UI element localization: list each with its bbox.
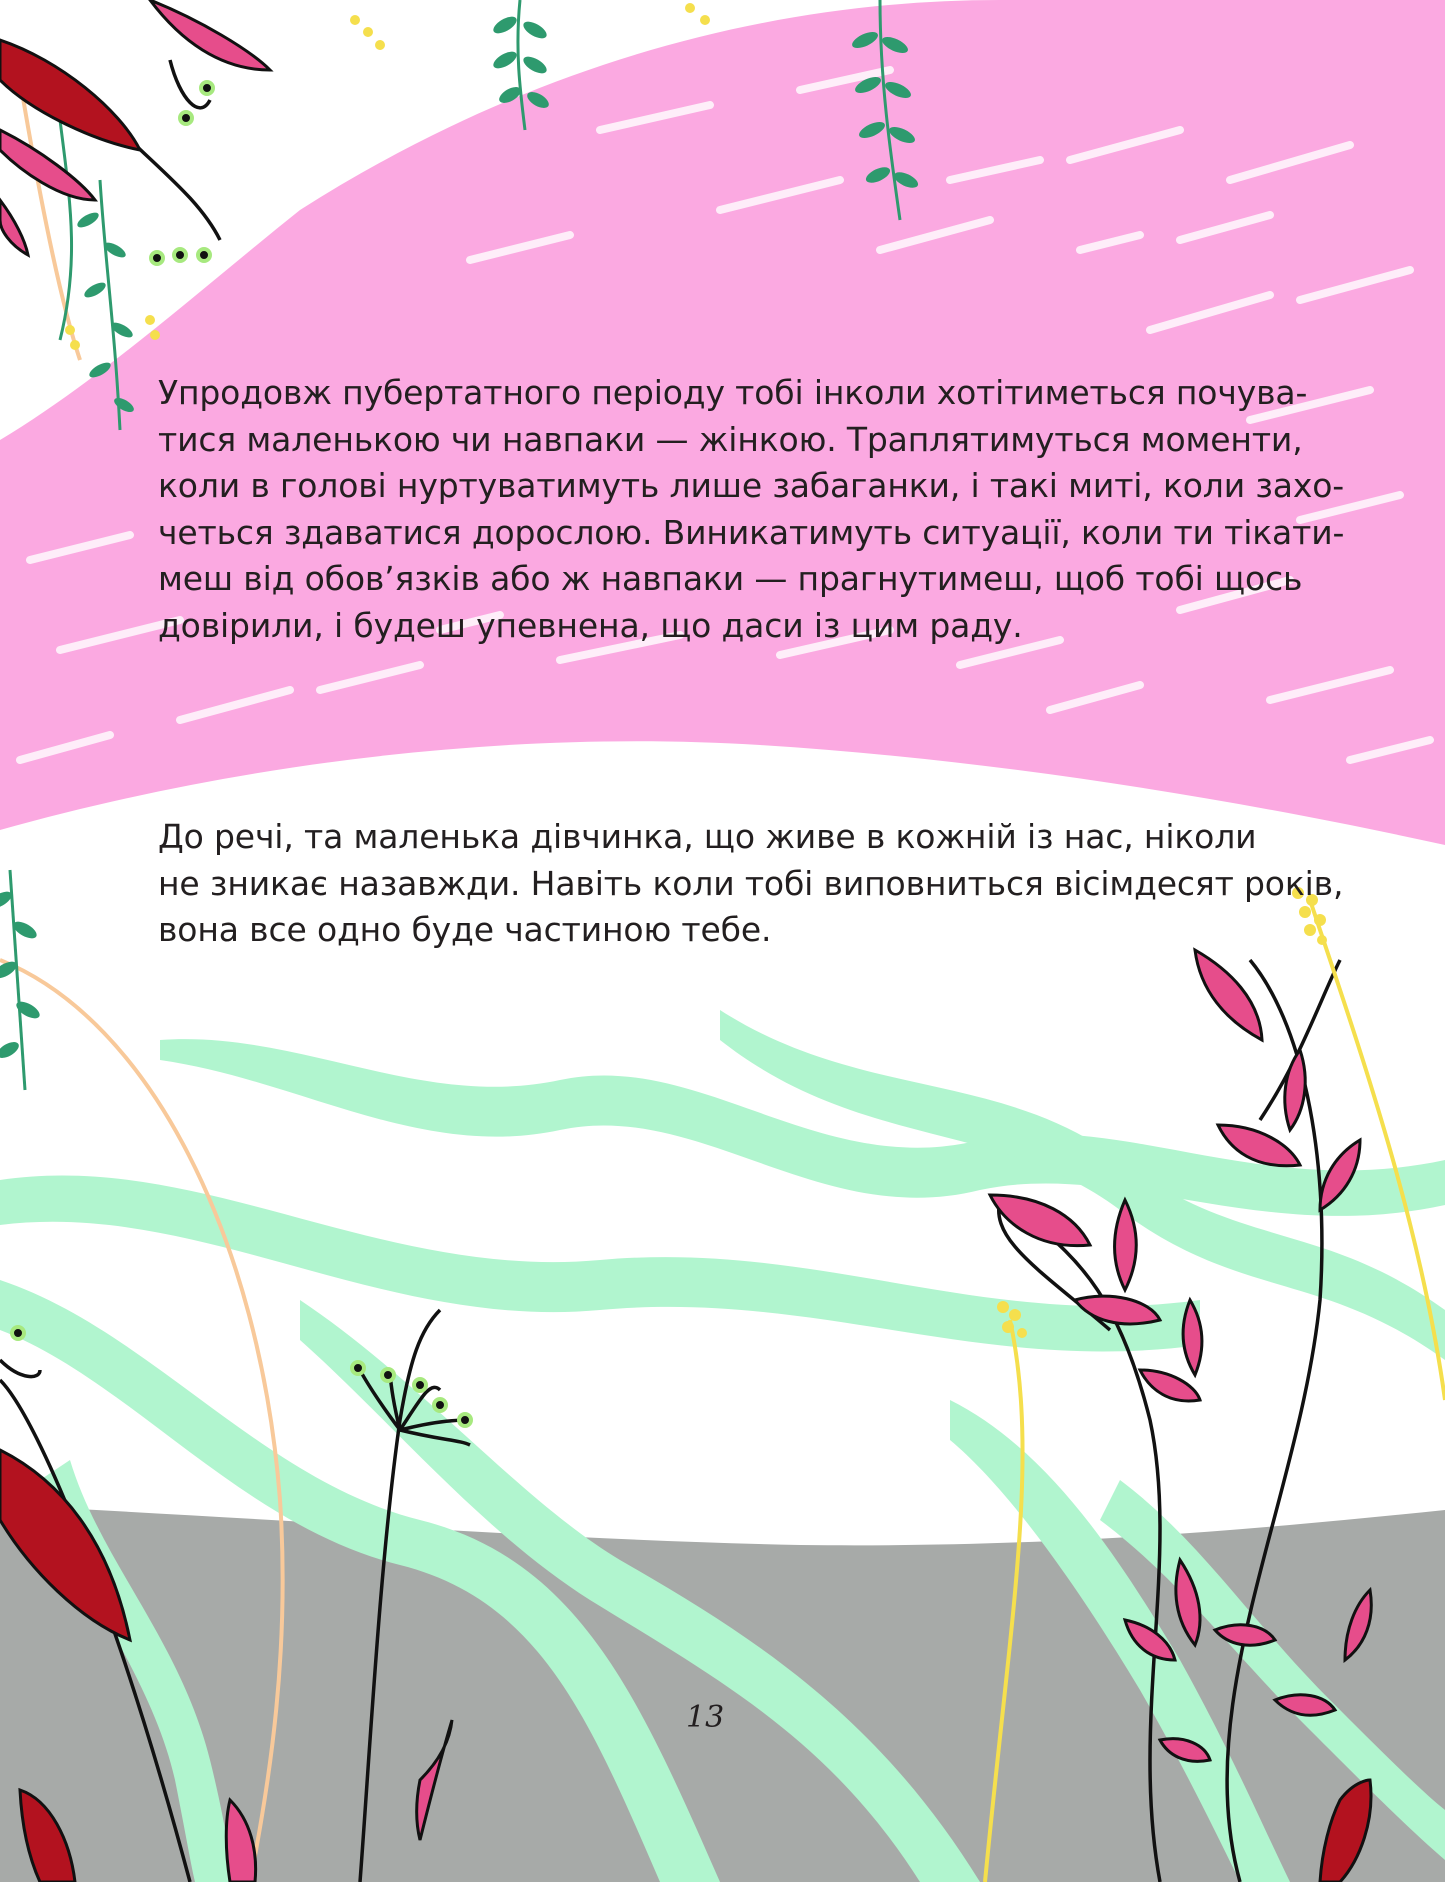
red-leaf-icon xyxy=(0,40,140,150)
text-line: не зникає назавжди. Навіть коли тобі виповниться вісімдесят років, xyxy=(158,863,1344,903)
text-line: меш від обов’язків або ж навпаки — прагнутимеш, щоб тобі щось xyxy=(158,559,1303,598)
text-line: вона все одно буде частиною тебе. xyxy=(158,910,772,949)
text-line: До речі, та маленька дівчинка, що живе в кожній із нас, ніколи xyxy=(158,817,1257,856)
text-line: довірили, і будеш упевнена, що даси із цим раду. xyxy=(158,605,1023,645)
text-line: Упродовж пубертатного періоду тобі інколи хотітиметься почува- xyxy=(158,373,1308,412)
intro-paragraph xyxy=(158,370,1344,649)
text-line: коли в голові нуртуватимуть лише забаганки, і такі миті, коли захо- xyxy=(158,466,1345,505)
page-number: 13 xyxy=(686,1700,725,1735)
text-line: тися маленькою чи навпаки — жінкою. Траплятимуться моменти, xyxy=(158,419,1303,459)
text-line: четься здаватися дорослою. Виникатимуть ситуації, коли ти тікати- xyxy=(158,512,1345,552)
pink-leaf-branch-icon xyxy=(150,0,270,70)
top-left-foliage xyxy=(0,0,270,255)
second-paragraph xyxy=(158,814,1343,954)
